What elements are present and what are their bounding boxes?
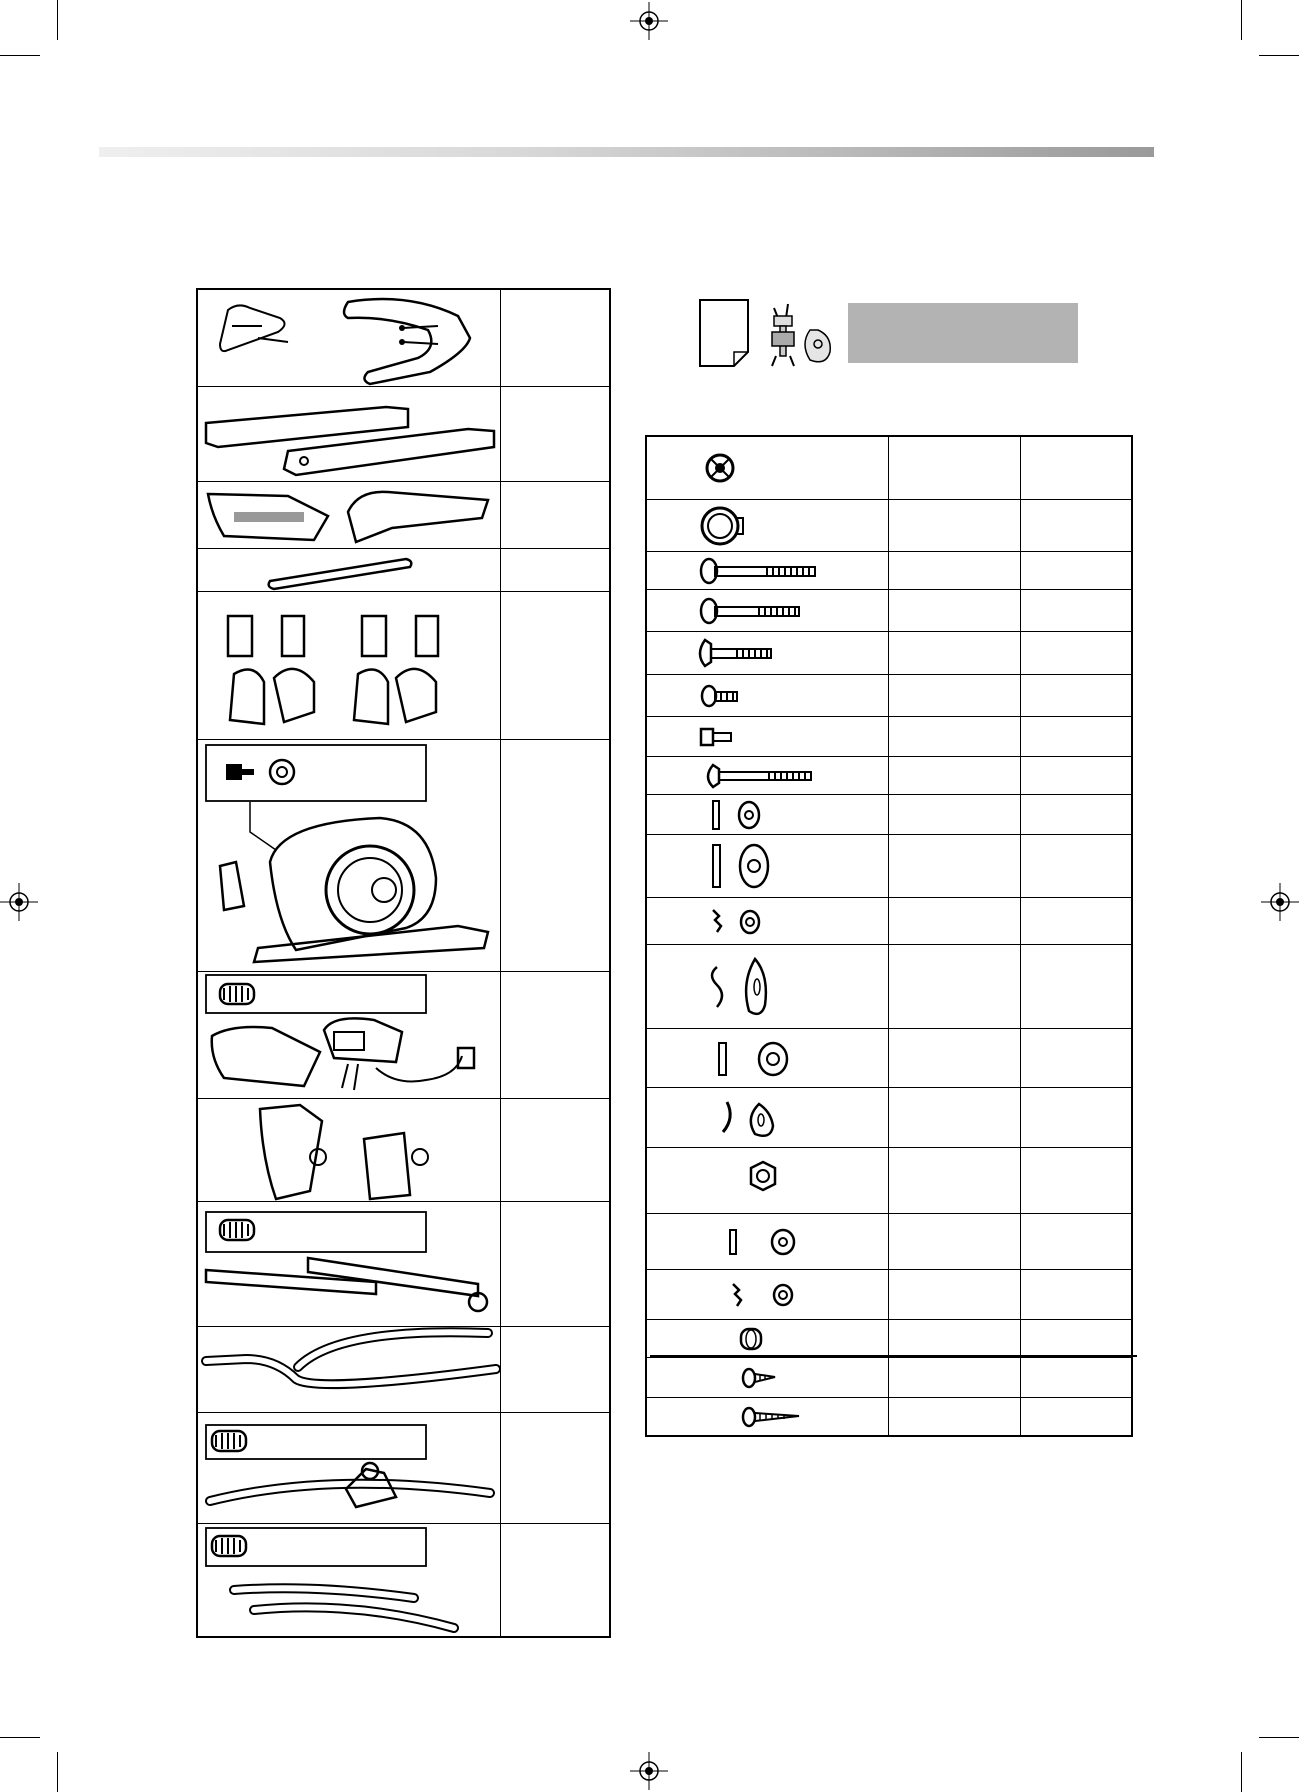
registration-mark-icon <box>1261 883 1299 921</box>
hardware-row-medium-bolt <box>647 589 1131 631</box>
hardware-row-short-screw <box>647 1357 1131 1397</box>
registration-mark-icon <box>0 883 38 921</box>
spring-washer-small-icon <box>647 1270 888 1320</box>
hardware-row-flat-washer-small <box>647 794 1131 834</box>
hardware-row-hex-bolt <box>647 716 1131 756</box>
document-page-icon <box>698 298 750 368</box>
part-quantity <box>502 1327 609 1412</box>
crop-mark <box>0 55 40 56</box>
header-gradient-bar <box>99 147 1154 157</box>
crop-mark <box>0 1737 40 1738</box>
part-row-handlebar <box>198 290 609 386</box>
hardware-table <box>645 435 1133 1437</box>
part-quantity <box>502 592 609 739</box>
lock-nut-icon <box>647 1148 888 1214</box>
handlebar-icon <box>198 290 500 386</box>
hardware-row-lock-nut <box>647 1147 1131 1213</box>
part-quantity <box>502 482 609 548</box>
arc-washer-icon <box>647 1088 888 1148</box>
end-cap-icon <box>647 500 888 552</box>
handlebar-post-icon <box>198 1413 500 1524</box>
crop-mark <box>57 1752 58 1792</box>
short-bolt-icon <box>647 675 888 717</box>
main-frame-icon <box>198 740 500 972</box>
spring-washer-icon <box>647 898 888 945</box>
flat-washer-thin-icon <box>647 1214 888 1270</box>
hardware-row-long-screw <box>647 1397 1131 1435</box>
hardware-row-end-cap <box>647 499 1131 551</box>
hardware-row-long-bolt <box>647 551 1131 589</box>
part-quantity <box>502 387 609 481</box>
part-row-stabilizers <box>198 386 609 481</box>
parts-list-table <box>196 288 611 1638</box>
registration-mark-icon <box>630 1752 668 1790</box>
part-quantity <box>502 972 609 1098</box>
hardware-row-flat-washer-large <box>647 834 1131 897</box>
part-row-covers <box>198 1098 609 1201</box>
crop-mark <box>57 0 58 40</box>
stabilizer-feet-icon <box>198 387 500 482</box>
part-row-axle <box>198 548 609 591</box>
part-quantity <box>502 1099 609 1201</box>
covers-icon <box>198 1099 500 1202</box>
pedal-rails-icon <box>198 1202 500 1327</box>
part-row-handlebar-post <box>198 1412 609 1523</box>
axle-tube-icon <box>198 549 500 592</box>
short-screw-icon <box>647 1358 888 1398</box>
hardware-row-spring-washer-small <box>647 1269 1131 1319</box>
hardware-row-carriage-bolt <box>647 631 1131 674</box>
carriage-bolt-icon <box>647 632 888 675</box>
hardware-bag-mascot-icon <box>764 300 832 370</box>
crop-mark <box>1259 1737 1299 1738</box>
crop-mark <box>1259 55 1299 56</box>
lower-arms-icon <box>198 1327 500 1413</box>
part-quantity <box>502 290 609 386</box>
part-row-brackets <box>198 591 609 739</box>
part-row-upper-arms <box>198 1523 609 1640</box>
hardware-row-short-bolt <box>647 674 1131 716</box>
curved-washer-icon <box>647 945 888 1029</box>
hardware-row-spring-washer <box>647 897 1131 944</box>
part-row-pedal-rails <box>198 1201 609 1326</box>
part-row-lower-arms <box>198 1326 609 1412</box>
flat-washer-small-icon <box>647 795 888 835</box>
medium-bolt-icon <box>647 590 888 632</box>
long-screw-icon <box>647 1398 888 1436</box>
hardware-label-box <box>848 303 1078 363</box>
hex-bolt-icon <box>647 717 888 757</box>
knob-icon <box>647 437 888 499</box>
part-quantity <box>502 549 609 591</box>
flat-washer-large-icon <box>647 835 888 898</box>
pivot-brackets-icon <box>198 592 500 740</box>
part-quantity <box>502 1202 609 1326</box>
long-carriage-bolt-icon <box>647 757 888 795</box>
part-quantity <box>502 1413 609 1523</box>
upper-arms-icon <box>198 1524 500 1641</box>
crop-mark <box>1241 1752 1242 1792</box>
console-icon <box>198 972 500 1099</box>
bushing-icon <box>647 1320 888 1358</box>
hardware-row-bushing <box>647 1319 1131 1357</box>
hardware-row-curved-washer <box>647 944 1131 1028</box>
hardware-row-long-carriage-bolt <box>647 756 1131 794</box>
hardware-row-flat-washer-medium <box>647 1028 1131 1087</box>
hardware-row-flat-washer-thin <box>647 1213 1131 1269</box>
pedals-icon <box>198 482 500 549</box>
registration-mark-icon <box>630 2 668 40</box>
part-row-pedals <box>198 481 609 548</box>
hardware-row-arc-washer <box>647 1087 1131 1147</box>
long-bolt-icon <box>647 552 888 590</box>
hardware-row-knob <box>647 437 1131 499</box>
part-quantity <box>502 740 609 971</box>
crop-mark <box>1241 0 1242 40</box>
part-row-main-frame <box>198 739 609 971</box>
part-quantity <box>502 1524 609 1640</box>
flat-washer-medium-icon <box>647 1029 888 1088</box>
part-row-console <box>198 971 609 1098</box>
table-edge-mark <box>650 1355 1137 1357</box>
